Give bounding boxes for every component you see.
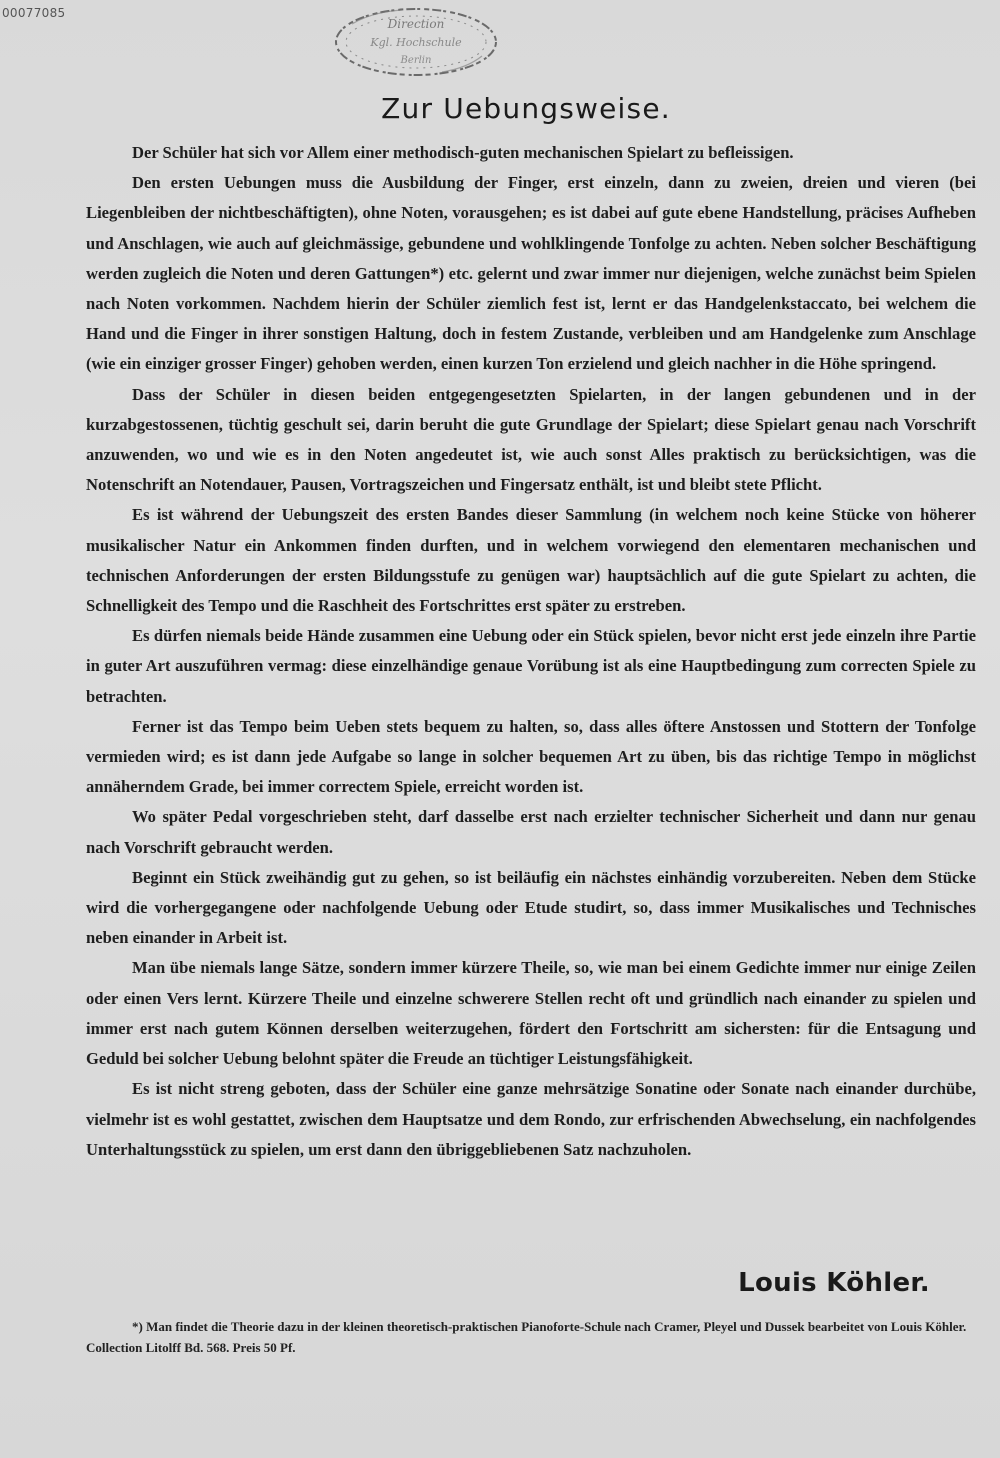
footnote-text: *) Man findet die Theorie dazu in der kleinen theoretisch-praktischen Pianoforte-Schule nach Cramer, Pleyel und Dussek bearbeitet von Louis Köhler. Collection Litolff Bd. 568. Preis 50 Pf. xyxy=(86,1319,967,1355)
paragraph-7: Wo später Pedal vorgeschrieben steht, darf dasselbe erst nach erzielter technischer Sicherheit und dann nur genau nach Vorschrift gebraucht werden. xyxy=(86,807,976,857)
paragraph-3: Dass der Schüler in diesen beiden entgegengesetzten Spielarten, in der langen gebundenen und in der kurzabgestossenen, tüchtig geschult sei, darin beruht die gute Grundlage der Spielart; diese Spielart genau nach Vorschrift anzuwenden, wo und wie es in den Noten angedeutet ist, wie auch sonst Alles praktisch zu berücksichtigen, was die Notenschrift an Notendauer, Pausen, Vortragszeichen und Fingersatz enthält, ist und bleibt stete Pflicht. xyxy=(86,384,976,495)
paragraph-1: Der Schüler hat sich vor Allem einer methodisch-guten mechanischen Spielart zu befleissigen. xyxy=(132,143,794,162)
stamp-graphic xyxy=(332,4,500,80)
author-signature: Louis Köhler. xyxy=(738,1268,930,1298)
paragraph-6: Ferner ist das Tempo beim Ueben stets bequem zu halten, so, dass alles öftere Anstossen und Stottern der Tonfolge vermieden wird; es ist dann jede Aufgabe so lange in solcher bequemen Art zu üben, bis das richtige Tempo in möglichst annäherndem Grade, bei immer correctem Spiele, erreicht worden ist. xyxy=(86,716,976,797)
paragraph-9: Man übe niemals lange Sätze, sondern immer kürzere Theile, so, wie man bei einem Gedichte immer nur einige Zeilen oder einen Vers lernt. Kürzere Theile und einzelne schwerere Stellen recht oft und gründlich nach einander zu spielen und immer erst nach gutem Können derselben weiterzugehen, fördert den Fortschritt am sichersten: für die Entsagung und Geduld bei solcher Uebung belohnt später die Freude an tüchtiger Leistungsfähigkeit. xyxy=(86,958,976,1069)
stamp-line-2: Kgl. Hochschule xyxy=(370,36,462,49)
paragraph-10: Es ist nicht streng geboten, dass der Schüler eine ganze mehrsätzige Sonatine oder Sonate nach einander durchübe, vielmehr ist es wohl gestattet, zwischen dem Hauptsatze und dem Rondo, zur erfrischenden Abwechselung, ein nachfolgendes Unterhaltungsstück zu spielen, um erst dann den übriggebliebenen Satz nachzuholen. xyxy=(86,1079,976,1159)
stamp-line-1: Direction xyxy=(387,17,445,31)
paragraph-4: Es ist während der Uebungszeit des ersten Bandes dieser Sammlung (in welchem noch keine Stücke von höherer musikalischer Natur ein Ankommen finden durften, und in welchem vorwiegend den elementaren mechanischen und technischen Anforderungen der ersten Bildungsstufe zu genügen war) hauptsächlich auf die gute Spielart zu achten, die Schnelligkeit des Tempo und die Raschheit des Fortschrittes erst später zu erstreben. xyxy=(86,505,976,616)
paragraph-5: Es dürfen niemals beide Hände zusammen eine Uebung oder ein Stück spielen, bevor nicht erst jede einzeln ihre Partie in guter Art auszuführen vermag: diese einzelhändige genaue Vorübung ist als eine Hauptbedingung zum correcten Spiele zu betrachten. xyxy=(86,626,976,706)
page-title: Zur Uebungsweise. xyxy=(381,92,671,125)
scan-id-label: 00077085 xyxy=(2,6,66,20)
library-stamp xyxy=(332,4,500,80)
paragraph-2: Den ersten Uebungen muss die Ausbildung der Finger, erst einzeln, dann zu zweien, dreien und vieren (bei Liegenbleiben der nichtbeschäftigten), ohne Noten, vorausgehen; es ist dabei auf gute ebene Handstellung, präcises Aufheben und Anschlagen, wie auch auf gleichmässige, gebundene und wohlklingende Tonfolge zu achten. Neben solcher Beschäftigung werden zugleich die Noten und deren Gattungen*) etc. gelernt und zwar immer nur diejenigen, welche zunächst beim Spielen nach Noten vorkommen. Nachdem hierin der Schüler ziemlich fest ist, lernt er das Handgelenkstaccato, bei welchem die Hand und die Finger in ihrer sonstigen Haltung, doch in festem Zustande, verbleiben und am Handgelenke zum Anschlage (wie ein einziger grosser Finger) gehoben werden, einen kurzen Ton erzielend und gleich nachher in die Höhe springend. xyxy=(86,173,976,374)
footnote xyxy=(86,1316,976,1358)
stamp-line-3: Berlin xyxy=(400,55,432,66)
body-text xyxy=(86,138,976,1165)
paragraph-8: Beginnt ein Stück zweihändig gut zu gehen, so ist beiläufig ein nächstes einhändig vorzubereiten. Neben dem Stücke wird die vorhergegangene oder nachfolgende Uebung oder Etude studirt, so, dass immer Musikalisches und Technisches neben einander in Arbeit ist. xyxy=(86,867,976,948)
